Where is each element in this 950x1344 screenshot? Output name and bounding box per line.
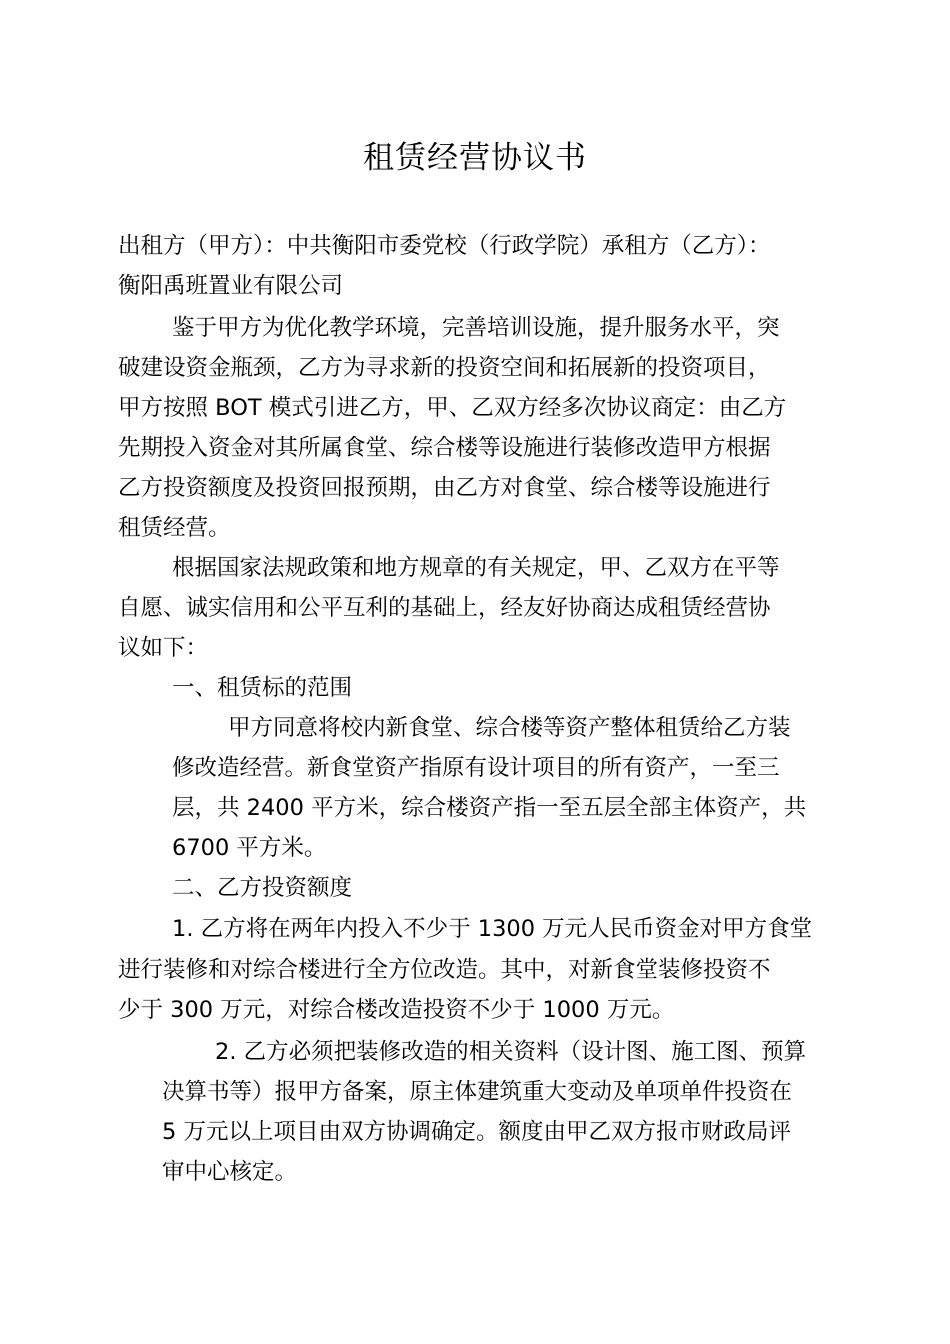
section-2-item-2-line-1: 2. 乙方必须把装修改造的相关资料（设计图、施工图、预算 <box>215 1039 807 1065</box>
party-line-1: 出租方（甲方）：中共衡阳市委党校（行政学院）承租方（乙方）： <box>118 233 771 259</box>
section-2-item-2-line-2: 决算书等）报甲方备案，原主体建筑重大变动及单项单件投资在 <box>162 1079 793 1105</box>
section-2-heading: 二、乙方投资额度 <box>172 875 353 901</box>
section-1-heading: 一、租赁标的范围 <box>172 675 353 701</box>
preamble-line-4: 先期投入资金对其所属食堂、综合楼等设施进行装修改造甲方根据 <box>118 435 771 461</box>
section-1-line-2: 修改造经营。新食堂资产指原有设计项目的所有资产，一至三 <box>172 755 780 781</box>
basis-line-1: 根据国家法规政策和地方规章的有关规定，甲、乙双方在平等 <box>172 555 780 581</box>
section-1-line-4: 6700 平方米。 <box>172 835 327 861</box>
preamble-line-1: 鉴于甲方为优化教学环境，完善培训设施，提升服务水平，突 <box>172 315 780 341</box>
section-2-item-1-line-1: 1. 乙方将在两年内投入不少于 1300 万元人民币资金对甲方食堂 <box>172 916 813 942</box>
preamble-line-6: 租赁经营。 <box>118 515 231 541</box>
section-1-line-3: 层，共 2400 平方米，综合楼资产指一至五层全部主体资产，共 <box>172 795 807 821</box>
preamble-line-5: 乙方投资额度及投资回报预期，由乙方对食堂、综合楼等设施进行 <box>118 475 771 501</box>
preamble-line-2: 破建设资金瓶颈，乙方为寻求新的投资空间和拓展新的投资项目， <box>118 355 771 381</box>
section-2-item-2-line-3: 5 万元以上项目由双方协调确定。额度由甲乙双方报市财政局评 <box>162 1119 791 1145</box>
section-2-item-2-line-4: 审中心核定。 <box>162 1159 298 1185</box>
document-title: 租赁经营协议书 <box>363 140 587 176</box>
section-2-item-1-line-3: 少于 300 万元，对综合楼改造投资不少于 1000 万元。 <box>118 997 675 1023</box>
section-1-line-1: 甲方同意将校内新食堂、综合楼等资产整体租赁给乙方装 <box>228 715 791 741</box>
basis-line-3: 议如下： <box>118 635 209 661</box>
party-line-2: 衡阳禹班置业有限公司 <box>118 273 344 299</box>
basis-line-2: 自愿、诚实信用和公平互利的基础上，经友好协商达成租赁经营协 <box>118 595 771 621</box>
preamble-line-3: 甲方按照 BOT 模式引进乙方，甲、乙双方经多次协议商定：由乙方 <box>118 395 787 421</box>
section-2-item-1-line-2: 进行装修和对综合楼进行全方位改造。其中，对新食堂装修投资不 <box>118 957 771 983</box>
